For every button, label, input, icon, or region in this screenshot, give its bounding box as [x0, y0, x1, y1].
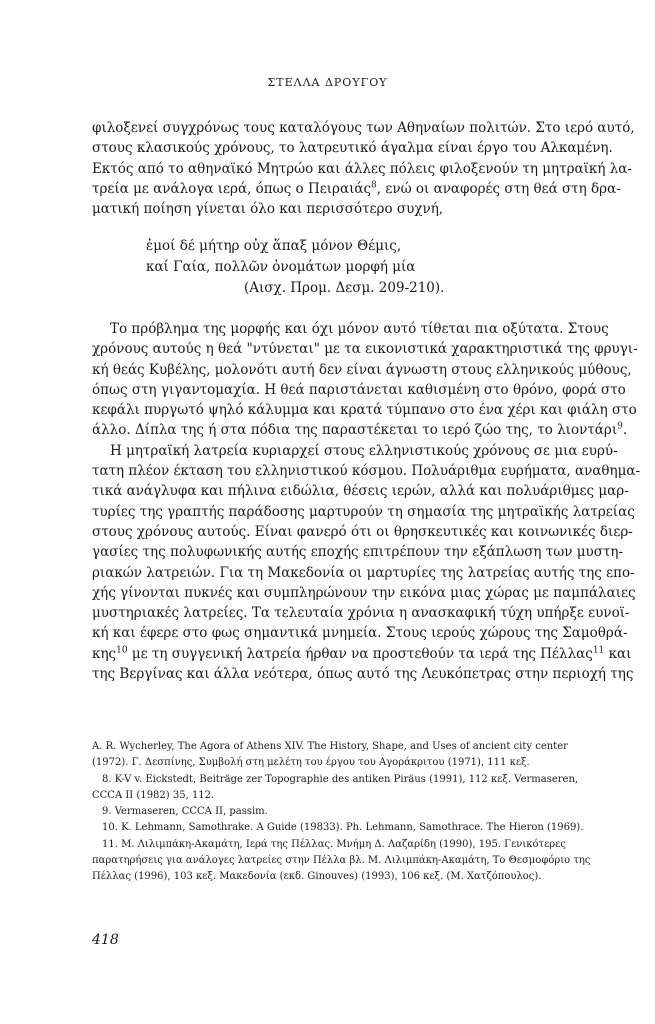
footnote-line: CCCA II (1982) 35, 112.	[92, 789, 215, 801]
footnotes	[92, 739, 593, 886]
page-number: 418	[92, 932, 119, 948]
text-line	[92, 644, 632, 664]
text-line: φιλοξενεί συγχρόνως τους καταλόγους των Αθηναίων πολιτών. Στο ιερό αυτό,	[92, 120, 635, 136]
text-fragment: τρεία με ανάλογα ιερά, όπως ο Πειραιάς	[92, 180, 372, 197]
text-line: Εκτός από το αθηναϊκό Μητρώο και άλλες πόλεις φιλοξενούν τη μητραϊκή λα-	[92, 160, 632, 177]
footnote-ref-8: 8	[371, 180, 377, 191]
verse-line: ἐμοί δέ μήτηρ οὐχ ἅπαξ μόνον Θέμις,	[146, 238, 402, 254]
text-fragment: .	[622, 422, 628, 439]
text-line: κή και έφερε στο φως σημαντικά μνημεία. Στους ιερούς χώρους της Σαμοθρά-	[92, 625, 628, 642]
text-fragment: ατική ποίηση γίνεται όλο και περισσότερο συχνή,	[100, 201, 444, 218]
running-head: ΣΤΕΛΛΑ ΔΡΟΥΓΟΥ	[267, 76, 388, 89]
text-fragment: μ	[92, 201, 101, 218]
text-line: κή θεάς Κυβέλης, μολονότι αυτή δεν είναι άγνωστη στους ελληνικούς μύθους,	[92, 361, 632, 378]
text-line: όπως στη γιγαντομαχία. Η θεά παριστάνεται καθισμένη στο θρόνο, φορά στο	[92, 381, 626, 398]
text-fragment: κης	[92, 645, 117, 662]
paragraph-1	[92, 118, 635, 219]
text-line: τατη πλέον έκταση του ελληνιστικού κόσμου. Πολυάριθμα ευρήματα, αναθημα-	[92, 463, 641, 480]
paragraph-2	[92, 319, 641, 684]
footnote-line: 11. Μ. Λιλιμπάκη-Ακαμάτη, Ιερά της Πέλλας. Μνήμη Δ. Λαζαρίδη (1990), 195. Γενικότερες	[102, 838, 566, 850]
text-line	[92, 420, 628, 440]
text-line: στους κλασικούς χρόνους, το λατρευτικό άγαλμα είναι έργο του Αλκαμένη.	[92, 140, 613, 157]
text-line: Η μητραϊκή λατρεία κυριαρχεί στους ελληνιστικούς χρόνους σε μια ευρύ-	[110, 442, 618, 459]
footnote-line: A. R. Wycherley, The Agora of Athens XIV. The History, Shape, and Uses of ancient city center	[92, 741, 568, 752]
text-line: στους χρόνους αυτούς. Είναι φανερό ότι οι θρησκευτικές και κοινωνικές διερ-	[92, 523, 633, 540]
text-fragment: , ενώ οι αναφορές στη θεά στη δρα-	[376, 180, 621, 197]
footnote-line: 10. K. Lehmann, Samothrake. A Guide (19833). Ph. Lehmann, Samothrace. The Hieron (1969).	[102, 822, 584, 834]
text-line: γασίες της πολυφωνικής αυτής εποχής επιτρέπουν την εξάπλωση των μυστη-	[92, 544, 624, 561]
text-line: τικά ανάγλυφα και πήλινα ειδώλια, θέσεις ιερών, αλλά και πολυάριθμες μαρ-	[92, 483, 629, 500]
text-line: κεφάλι πυργωτό ψηλό κάλυμμα και κρατά τύμπανο στο ένα χέρι και φιάλη στο	[92, 402, 637, 419]
verse-line: καί Γαία, πολλῶν ὀνομάτων μορφή μία	[146, 259, 416, 275]
quote-reference: (Αισχ. Προμ. Δεσμ. 209-210).	[244, 280, 445, 296]
footnote-ref-11: 11	[592, 645, 605, 656]
text-line	[92, 179, 621, 199]
text-fragment: με τη συγγενική λατρεία ήρθαν να προστεθούν τα ιερά της Πέλλας	[127, 645, 593, 662]
verse-quotation	[146, 236, 444, 299]
text-line: χρόνους αυτούς η θεά "ντύνεται" με τα εικονιστικά χαρακτηριστικά της φρυγι-	[92, 341, 638, 358]
footnote-line: (1972). Γ. Δεσπίνης, Συμβολή στη μελέτη του έργου του Αγοράκριτου (1971), 111 κεξ.	[92, 757, 530, 769]
text-line: μυστηριακές λατρείες. Τα τελευταία χρόνια η ανασκαφική τύχη υπήρξε ευνοϊ-	[92, 605, 630, 622]
footnote-line: 8. K-V v. Eickstedt, Beiträge zer Topographie des antiken Piräus (1991), 112 κεξ. Vermaseren,	[102, 773, 579, 785]
footnote-ref-10: 10	[116, 645, 128, 656]
text-line: τυρίες της γραπτής παράδοσης μαρτυρούν τη σημασία της μητραϊκής λατρείας	[92, 503, 635, 520]
text-fragment: και	[604, 645, 632, 662]
text-fragment: άλλο. Δίπλα της ή στα πόδια της παραστέκεται το ιερό ζώο της, το λιοντάρι	[92, 422, 618, 439]
text-line: χής γίνονται πυκνές και συμπληρώνουν την εικόνα μιας χώρας με παμπάλαιες	[92, 584, 636, 601]
text-line: της Βεργίνας και άλλα νεότερα, όπως αυτό της Λευκόπετρας στην περιοχή της	[92, 666, 634, 683]
footnote-line: Πέλλας (1996), 103 κεξ. Μακεδονία (εκδ. Ginouves) (1993), 106 κεξ. (Μ. Χατζόπουλος).	[92, 871, 542, 883]
text-line: ριακών λατρειών. Για τη Μακεδονία οι μαρτυρίες της λατρείας αυτής της επο-	[92, 564, 635, 581]
text-line	[92, 199, 593, 219]
text-line: Το πρόβλημα της μορφής και όχι μόνον αυτό τίθεται πια οξύτατα. Στους	[110, 321, 609, 337]
footnote-ref-9: 9	[617, 421, 623, 432]
footnote-line: 9. Vermaseren, CCCA II, passim.	[102, 806, 268, 818]
footnote-line: παρατηρήσεις για ανάλογες λατρείες στην Πέλλα βλ. Μ. Λιλιμπάκη-Ακαμάτη, Το Θεσμοφόριο της	[92, 855, 591, 867]
